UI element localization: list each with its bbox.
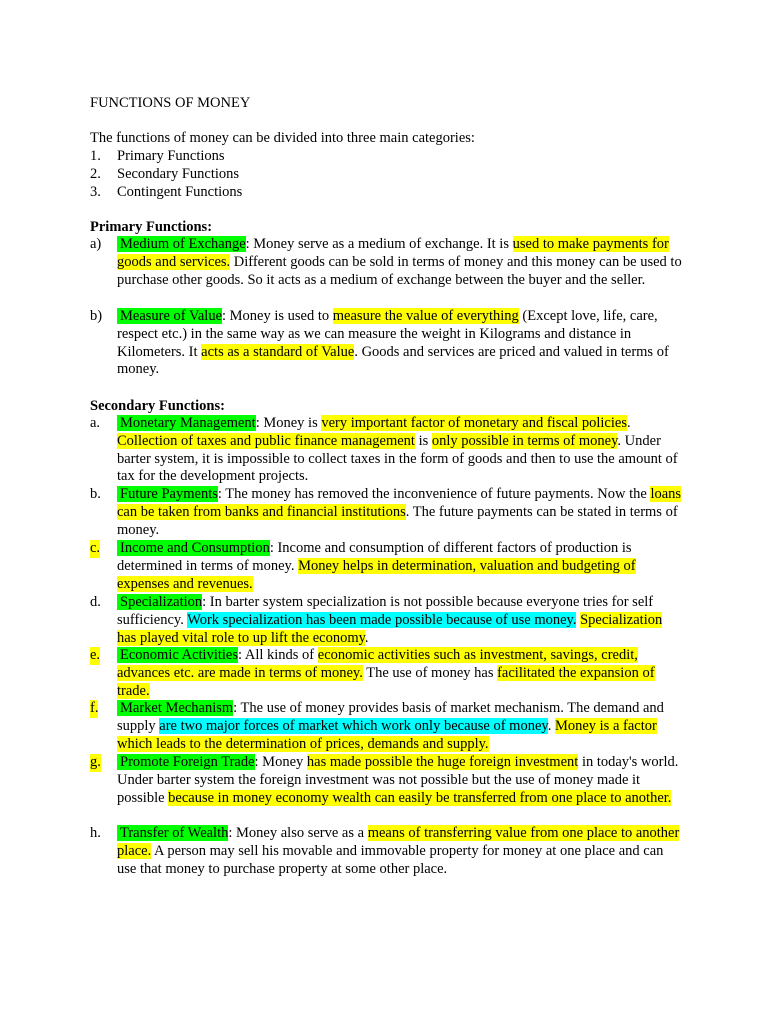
highlighted-text: Work specialization has been made possible because of use money. — [187, 611, 577, 628]
item-text — [117, 415, 682, 486]
list-item — [90, 486, 682, 539]
highlighted-text: measure the value of everything — [332, 308, 519, 324]
highlighted-text: are two major forces of market which work only because of money — [159, 717, 548, 734]
highlighted-text: facilitated the expansion of trade. — [117, 664, 655, 699]
term-highlight: Economic Activities — [117, 647, 238, 663]
text-segment: in today's world. Under barter system the foreign investment was not possible but the use of money made it possible — [117, 754, 679, 806]
item-marker: g. — [90, 754, 101, 770]
text-segment: . — [626, 415, 631, 431]
item-text — [117, 486, 682, 539]
list-item — [90, 700, 682, 753]
highlighted-text: only possible in terms of money — [431, 432, 618, 449]
text-segment: . Goods and services are priced and valued in terms of money. — [117, 343, 669, 378]
item-text — [117, 540, 682, 593]
item-marker: e. — [90, 647, 101, 663]
list-item — [90, 308, 682, 379]
item-text — [117, 825, 682, 878]
term-highlight: Specialization — [117, 594, 202, 610]
term-highlight: Monetary Management — [117, 415, 256, 431]
item-text — [117, 236, 682, 289]
term-highlight: Income and Consumption — [117, 540, 270, 556]
text-segment: : Money — [254, 754, 307, 770]
highlighted-text: used to make payments for goods and services. — [117, 236, 669, 270]
term-highlight: Transfer of Wealth — [117, 825, 228, 841]
list-item — [90, 183, 242, 201]
term-highlight: Medium of Exchange — [117, 236, 246, 252]
text-segment: Different goods can be sold in terms of money and this money can be used to purchase other goods. So it acts as a medium of exchange between the buyer and the seller. — [117, 253, 682, 288]
list-number: 2. — [90, 166, 101, 182]
text-segment: A person may sell his movable and immovable property for money at one place and can use that money to purchase property at some other place. — [117, 842, 664, 877]
term-highlight: Market Mechanism — [117, 700, 233, 716]
list-number: 3. — [90, 184, 101, 200]
list-item — [90, 825, 682, 878]
highlighted-text: Collection of taxes and public finance management — [117, 432, 415, 449]
text-segment: : In barter system specialization is not possible because everyone tries for self sufficiency. — [117, 594, 654, 628]
item-marker: d. — [90, 594, 101, 610]
list-label: Contingent Functions — [117, 184, 243, 200]
highlighted-text: means of transferring value from one place to another place. — [117, 825, 680, 859]
text-segment: : All kinds of — [238, 647, 318, 663]
list-label: Secondary Functions — [117, 166, 240, 182]
text-segment: : Money is — [255, 415, 322, 431]
text-segment: . The future payments can be stated in terms of money. — [117, 503, 678, 538]
term-highlight: Promote Foreign Trade — [117, 754, 255, 770]
highlighted-text: has made possible the huge foreign investment — [306, 754, 579, 770]
list-item — [90, 165, 242, 183]
list-item — [90, 236, 682, 289]
highlighted-text: Money is a factor which leads to the determination of prices, demands and supply. — [117, 717, 657, 752]
item-text — [117, 308, 682, 379]
text-segment: : Money serve as a medium of exchange. It is — [245, 236, 513, 252]
item-text — [117, 594, 682, 647]
item-marker: b) — [90, 308, 103, 324]
highlighted-text: Money helps in determination, valuation and budgeting of expenses and revenues. — [117, 557, 636, 592]
list-item — [90, 540, 682, 593]
list-item — [90, 147, 242, 165]
text-segment: . — [364, 629, 369, 646]
text-segment: is — [414, 432, 432, 449]
primary-functions-heading: Primary Functions: — [90, 219, 213, 235]
term-highlight: Future Payments — [117, 486, 218, 502]
text-segment: . Under barter system, it is impossible to collect taxes in the form of goods and then to use the amount of tax for the development projects. — [117, 432, 678, 485]
list-item — [90, 647, 682, 700]
list-item — [90, 415, 682, 486]
item-marker: c. — [90, 540, 101, 556]
text-segment: The use of money has — [362, 664, 498, 681]
secondary-functions-heading: Secondary Functions: — [90, 398, 225, 414]
item-marker: h. — [90, 825, 101, 841]
item-text — [117, 700, 682, 753]
text-segment: : The use of money provides basis of market mechanism. The demand and supply — [117, 700, 664, 734]
document-title: FUNCTIONS OF MONEY — [90, 95, 251, 111]
list-item — [90, 754, 682, 807]
item-marker: a. — [90, 415, 101, 431]
text-segment: . — [547, 717, 555, 734]
text-segment: (Except love, life, care, respect etc.) in the same way as we can measure the weight in Kilograms and distance in Kilometers. It — [117, 308, 658, 360]
list-label: Primary Functions — [117, 148, 225, 164]
highlighted-text: acts as a standard of Value — [201, 343, 355, 360]
text-segment: : Money is used to — [222, 308, 333, 324]
highlighted-text: because in money economy wealth can easily be transferred from one place to another. — [168, 789, 672, 806]
highlighted-text: very important factor of monetary and fiscal policies — [321, 415, 627, 431]
category-list — [90, 147, 242, 201]
list-number: 1. — [90, 148, 101, 164]
highlighted-text: Specialization has played vital role to up lift the economy — [117, 611, 663, 646]
intro-text: The functions of money can be divided into three main categories: — [90, 130, 475, 146]
term-highlight: Measure of Value — [117, 308, 222, 324]
text-segment: : Money also serve as a — [228, 825, 368, 841]
item-marker: f. — [90, 700, 99, 716]
item-text — [117, 754, 682, 807]
list-item — [90, 594, 682, 647]
highlighted-text: economic activities such as investment, savings, credit, advances etc. are made in terms of money. — [117, 647, 638, 681]
text-segment: : The money has removed the inconvenience of future payments. Now the — [217, 486, 651, 502]
item-marker: a) — [90, 236, 102, 252]
text-segment: : Income and consumption of different factors of production is determined in terms of money. — [117, 540, 632, 574]
item-text — [117, 647, 682, 700]
item-marker: b. — [90, 486, 101, 502]
highlighted-text: loans can be taken from banks and financial institutions — [117, 486, 682, 520]
